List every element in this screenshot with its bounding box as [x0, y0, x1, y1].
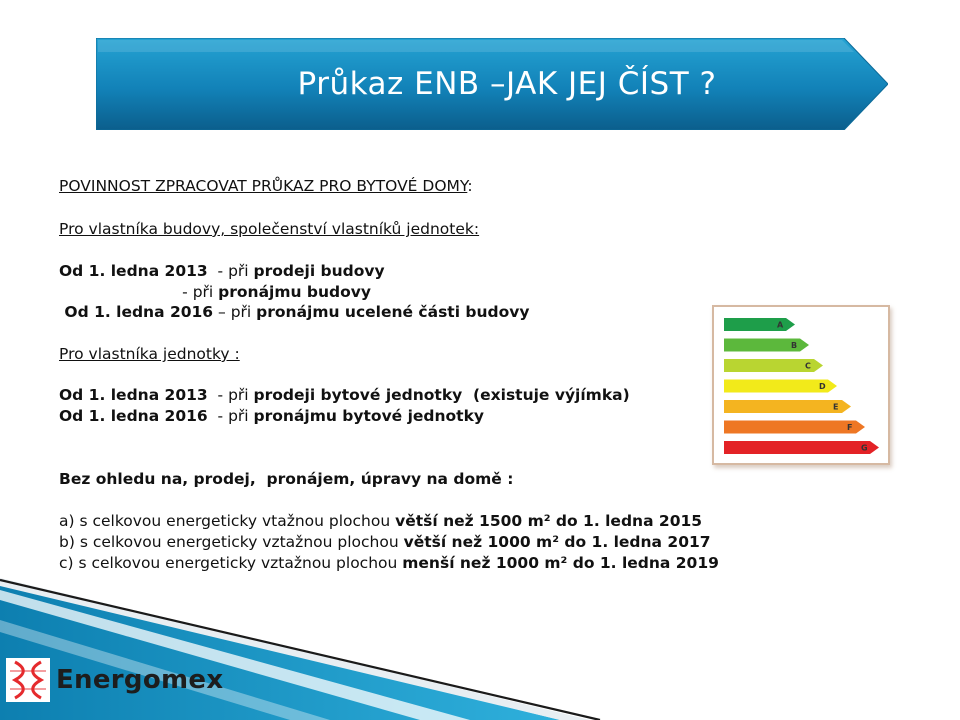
date: Od 1. ledna 2013: [59, 386, 208, 404]
owner-unit-heading: Pro vlastníka jednotky :: [59, 345, 240, 363]
energy-bar-label: D: [819, 382, 826, 391]
text: b) s celkovou energeticky vztažnou plochou: [59, 533, 404, 551]
energy-bar-label: B: [791, 341, 798, 350]
prefix: - při: [207, 262, 254, 280]
main-heading-colon: :: [467, 177, 473, 195]
energy-class-g: [724, 441, 879, 454]
text: a) s celkovou energeticky vtažnou plochou: [59, 512, 396, 530]
bold-text: menší než 1000 m² do 1. ledna 2019: [402, 554, 719, 572]
slide-title: Průkaz ENB –JAK JEJ ČÍST ?: [297, 66, 717, 102]
energy-class-b: [724, 339, 809, 352]
owner-building-heading: Pro vlastníka budovy, společenství vlastníků jednotek:: [59, 220, 480, 238]
bold-text: větší než 1500 m² do 1. ledna 2015: [395, 512, 703, 530]
date: Od 1. ledna 2016: [59, 407, 208, 425]
owner-building-line-1: [59, 261, 385, 281]
owner-building-line-3: [59, 302, 530, 322]
action: pronájmu bytové jednotky: [253, 407, 485, 425]
corner-decoration: [0, 560, 620, 720]
energy-class-a: [724, 318, 795, 331]
energy-class-d: [724, 380, 837, 393]
title-banner: [96, 38, 888, 130]
energy-bar-label: C: [805, 361, 811, 371]
prefix: - při: [207, 407, 254, 425]
energy-bar-label: G: [861, 443, 868, 453]
prefix: - při: [207, 386, 254, 404]
main-heading-text: POVINNOST ZPRACOVAT PRŮKAZ PRO BYTOVÉ DOMY: [59, 177, 468, 195]
energy-bar-f: [724, 421, 865, 434]
action: pronájmu budovy: [218, 283, 371, 301]
logo-name: Energomex: [56, 665, 224, 695]
owner-unit-line-1: [59, 385, 630, 405]
main-heading: [59, 176, 473, 196]
regardless-heading: Bez ohledu na, prodej, pronájem, úpravy na domě :: [59, 470, 514, 488]
area-line-a: [59, 511, 702, 531]
energy-label-picture: [712, 305, 890, 465]
energy-bar-label: F: [847, 423, 853, 432]
bold-text: větší než 1000 m² do 1. ledna 2017: [403, 533, 711, 551]
owner-unit-line-2: [59, 406, 484, 426]
energy-class-bars: [714, 307, 888, 463]
action: prodeji bytové jednotky (existuje výjímka): [253, 386, 630, 404]
date: Od 1. ledna 2016: [59, 303, 214, 321]
energy-bar-label: E: [833, 402, 839, 412]
energy-bar-e: [724, 400, 851, 413]
energy-class-f: [724, 421, 865, 434]
energy-class-e: [724, 400, 851, 413]
action: prodeji budovy: [253, 262, 385, 280]
text: c) s celkovou energeticky vztažnou plochou: [59, 554, 403, 572]
energy-class-c: [724, 359, 823, 372]
prefix: - při: [59, 283, 219, 301]
action: pronájmu ucelené části budovy: [256, 303, 530, 321]
owner-building-line-2: [59, 282, 371, 302]
energy-bar-g: [724, 441, 879, 454]
energy-bar-a: [724, 318, 795, 331]
area-line-b: [59, 532, 711, 552]
prefix: – při: [213, 303, 257, 321]
energomex-logo-icon: [6, 658, 50, 702]
energy-bar-label: A: [777, 320, 784, 330]
date: Od 1. ledna 2013: [59, 262, 208, 280]
